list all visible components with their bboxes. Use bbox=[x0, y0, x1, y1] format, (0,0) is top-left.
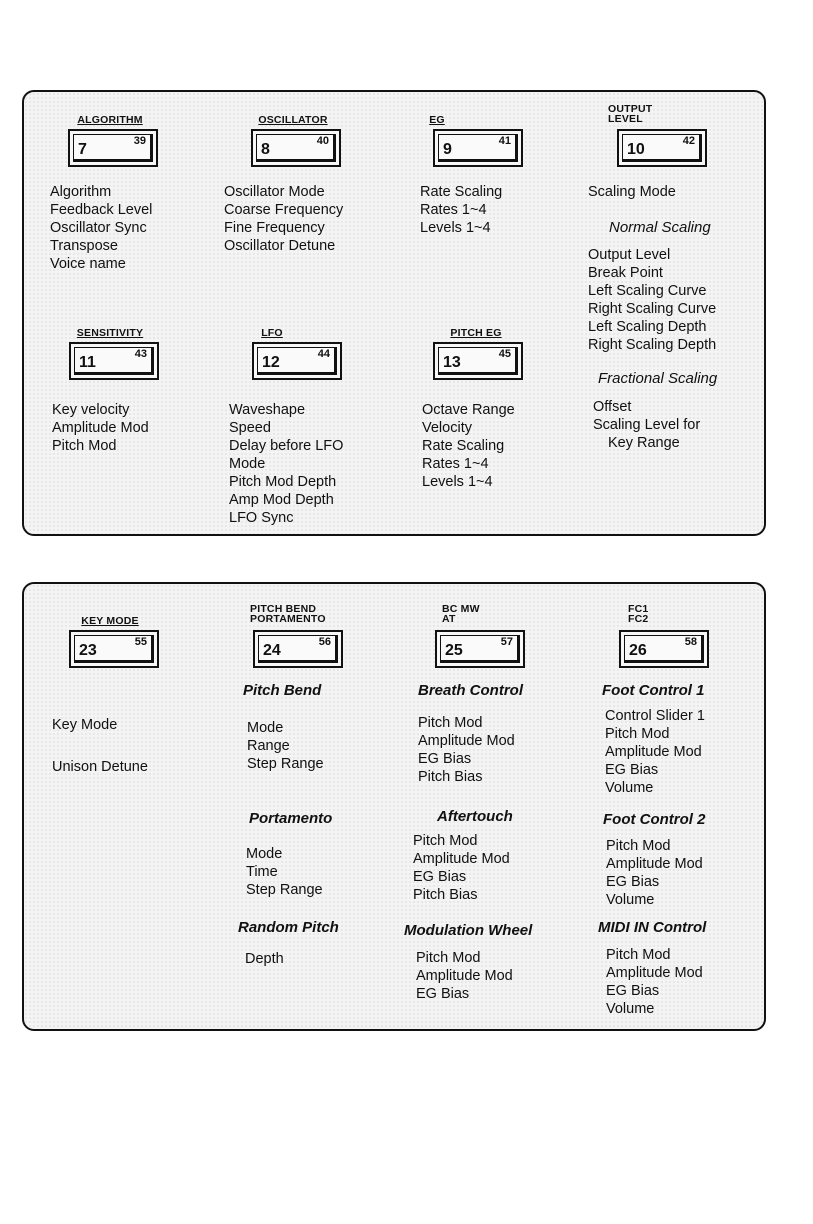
key-mode-key[interactable] bbox=[69, 630, 159, 668]
key-number: 24 bbox=[263, 642, 281, 659]
fc1-fc2-key-label: FC1 FC2 bbox=[628, 603, 649, 625]
list-item: Break Point bbox=[588, 265, 663, 281]
oscillator-parameter-list bbox=[224, 183, 343, 255]
random-pitch-parameter-list bbox=[245, 950, 284, 968]
list-item: Amp Mod Depth bbox=[229, 492, 334, 508]
key-midi-number: 55 bbox=[134, 636, 147, 648]
list-item: Voice name bbox=[50, 256, 126, 272]
list-item: Range bbox=[247, 738, 290, 754]
key-number: 13 bbox=[443, 354, 461, 371]
list-item: Octave Range bbox=[422, 402, 515, 418]
list-item: Rates 1~4 bbox=[420, 202, 487, 218]
list-item: Amplitude Mod bbox=[413, 851, 510, 867]
list-item: Amplitude Mod bbox=[606, 856, 703, 872]
list-item: Feedback Level bbox=[50, 202, 153, 218]
pitch-eg-parameter-list bbox=[422, 401, 515, 491]
list-item: Scaling Level for bbox=[593, 417, 701, 433]
breath-control-heading: Breath Control bbox=[418, 682, 523, 699]
key-midi-number: 45 bbox=[498, 348, 511, 360]
list-item: Pitch Bias bbox=[418, 769, 483, 785]
list-item: Levels 1~4 bbox=[420, 220, 491, 236]
algorithm-key[interactable] bbox=[68, 129, 158, 167]
output-level-key-label: OUTPUT LEVEL bbox=[608, 103, 653, 125]
list-item: Algorithm bbox=[50, 184, 112, 200]
list-item: Key Mode bbox=[52, 717, 118, 733]
list-item: LFO Sync bbox=[229, 510, 294, 526]
lfo-parameter-list bbox=[229, 401, 343, 527]
pitch-bend-portamento-key[interactable] bbox=[253, 630, 343, 668]
key-midi-number: 42 bbox=[682, 135, 695, 147]
list-item: Offset bbox=[593, 399, 632, 415]
fc1-fc2-key[interactable] bbox=[619, 630, 709, 668]
list-item: Pitch Mod bbox=[418, 715, 483, 731]
list-item: Volume bbox=[605, 780, 654, 796]
list-item: EG Bias bbox=[605, 762, 659, 778]
foot-control-2-heading: Foot Control 2 bbox=[603, 811, 706, 828]
list-item: Velocity bbox=[422, 420, 472, 436]
key-midi-number: 58 bbox=[684, 636, 697, 648]
key-number: 11 bbox=[79, 354, 96, 371]
list-item: Left Scaling Curve bbox=[588, 283, 707, 299]
modulation-wheel-heading: Modulation Wheel bbox=[404, 922, 533, 939]
key-midi-number: 41 bbox=[498, 135, 511, 147]
list-item: Rate Scaling bbox=[422, 438, 505, 454]
list-item: Amplitude Mod bbox=[418, 733, 515, 749]
lfo-key-label: LFO bbox=[261, 327, 283, 339]
bc-mw-at-key[interactable] bbox=[435, 630, 525, 668]
oscillator-key[interactable] bbox=[251, 129, 341, 167]
key-number: 9 bbox=[443, 141, 452, 158]
foot-control-2-parameter-list bbox=[606, 837, 703, 909]
list-item: Depth bbox=[245, 951, 284, 967]
list-item: EG Bias bbox=[413, 869, 467, 885]
output-level-parameter-list bbox=[588, 183, 676, 201]
random-pitch-heading: Random Pitch bbox=[238, 919, 339, 936]
eg-parameter-list bbox=[420, 183, 502, 237]
breath-control-parameter-list bbox=[418, 714, 515, 786]
output-level-key[interactable] bbox=[617, 129, 707, 167]
list-item: Pitch Mod bbox=[606, 947, 671, 963]
list-item: Step Range bbox=[247, 756, 324, 772]
list-item: Amplitude Mod bbox=[606, 965, 703, 981]
portamento-heading: Portamento bbox=[249, 810, 333, 827]
list-item: Levels 1~4 bbox=[422, 474, 493, 490]
pitch-eg-key-label: PITCH EG bbox=[450, 327, 502, 339]
list-item: Step Range bbox=[246, 882, 323, 898]
foot-control-1-heading: Foot Control 1 bbox=[602, 682, 705, 699]
sensitivity-key[interactable] bbox=[69, 342, 159, 380]
oscillator-key-label: OSCILLATOR bbox=[258, 114, 328, 126]
list-item: Coarse Frequency bbox=[224, 202, 344, 218]
list-item: Fine Frequency bbox=[224, 220, 325, 236]
key-midi-number: 40 bbox=[316, 135, 329, 147]
list-item: EG Bias bbox=[416, 986, 470, 1002]
list-item: Oscillator Mode bbox=[224, 184, 325, 200]
aftertouch-heading: Aftertouch bbox=[437, 808, 513, 825]
key-number: 25 bbox=[445, 642, 463, 659]
list-item: Output Level bbox=[588, 247, 671, 263]
eg-key-label: EG bbox=[429, 114, 445, 126]
key-midi-number: 57 bbox=[500, 636, 513, 648]
key-number: 12 bbox=[262, 354, 280, 371]
key-midi-number: 39 bbox=[133, 135, 146, 147]
key-midi-number: 43 bbox=[134, 348, 147, 360]
list-item: Mode bbox=[229, 456, 266, 472]
key-number: 10 bbox=[627, 141, 645, 158]
key-midi-number: 44 bbox=[317, 348, 330, 360]
pitch-eg-key[interactable] bbox=[433, 342, 523, 380]
normal-scaling-parameter-list bbox=[588, 246, 716, 354]
list-item: Oscillator Detune bbox=[224, 238, 336, 254]
pitch-bend-heading: Pitch Bend bbox=[243, 682, 322, 699]
fractional-scaling-heading: Fractional Scaling bbox=[598, 370, 718, 387]
list-item: Rate Scaling bbox=[420, 184, 503, 200]
list-item: Pitch Mod bbox=[52, 438, 117, 454]
list-item: Right Scaling Curve bbox=[588, 301, 717, 317]
list-item: EG Bias bbox=[418, 751, 472, 767]
modulation-wheel-parameter-list bbox=[416, 949, 513, 1003]
lfo-key[interactable] bbox=[252, 342, 342, 380]
voice-parameters-panel bbox=[22, 90, 766, 536]
bc-mw-at-key-label: BC MW AT bbox=[442, 603, 480, 625]
list-item: Oscillator Sync bbox=[50, 220, 147, 236]
pitch-bend-portamento-key-label: PITCH BEND PORTAMENTO bbox=[250, 603, 326, 625]
list-item: Amplitude Mod bbox=[416, 968, 513, 984]
list-item: Amplitude Mod bbox=[605, 744, 702, 760]
key-number: 7 bbox=[78, 141, 87, 158]
list-item: Unison Detune bbox=[52, 759, 148, 775]
performance-parameters-panel bbox=[22, 582, 766, 1031]
list-item: Pitch Mod bbox=[605, 726, 670, 742]
list-item: Volume bbox=[606, 1001, 655, 1017]
list-item: Pitch Mod bbox=[606, 838, 671, 854]
list-item: Time bbox=[246, 864, 278, 880]
list-item: Speed bbox=[229, 420, 271, 436]
list-item: EG Bias bbox=[606, 874, 660, 890]
list-item: Left Scaling Depth bbox=[588, 319, 707, 335]
key-mode-key-label: KEY MODE bbox=[81, 615, 139, 627]
list-item: Scaling Mode bbox=[588, 184, 676, 200]
algorithm-key-label: ALGORITHM bbox=[77, 114, 143, 126]
list-item: Amplitude Mod bbox=[52, 420, 149, 436]
key-number: 8 bbox=[261, 141, 270, 158]
algorithm-parameter-list bbox=[50, 183, 152, 273]
aftertouch-parameter-list bbox=[413, 832, 510, 904]
list-item: Pitch Mod bbox=[416, 950, 481, 966]
portamento-parameter-list bbox=[246, 845, 323, 899]
key-number: 23 bbox=[79, 642, 97, 659]
key-midi-number: 56 bbox=[318, 636, 331, 648]
fractional-scaling-parameter-list bbox=[593, 398, 700, 452]
list-item: Pitch Bias bbox=[413, 887, 478, 903]
list-item: Key Range bbox=[608, 435, 680, 451]
eg-key[interactable] bbox=[433, 129, 523, 167]
list-item: Transpose bbox=[50, 238, 118, 254]
list-item: Control Slider 1 bbox=[605, 708, 705, 724]
list-item: Rates 1~4 bbox=[422, 456, 489, 472]
key-number: 26 bbox=[629, 642, 647, 659]
list-item: Pitch Mod bbox=[413, 833, 478, 849]
list-item: Mode bbox=[247, 720, 284, 736]
list-item: Delay before LFO bbox=[229, 438, 344, 454]
list-item: Mode bbox=[246, 846, 283, 862]
list-item: Right Scaling Depth bbox=[588, 337, 717, 353]
list-item: EG Bias bbox=[606, 983, 660, 999]
sensitivity-parameter-list bbox=[52, 401, 149, 455]
list-item: Key velocity bbox=[52, 402, 130, 418]
sensitivity-key-label: SENSITIVITY bbox=[76, 327, 144, 339]
key-mode-parameter-list bbox=[52, 716, 148, 776]
list-item: Waveshape bbox=[229, 402, 306, 418]
foot-control-1-parameter-list bbox=[605, 707, 705, 797]
normal-scaling-heading: Normal Scaling bbox=[609, 219, 711, 236]
midi-in-control-heading: MIDI IN Control bbox=[598, 919, 707, 936]
pitch-bend-parameter-list bbox=[247, 719, 324, 773]
list-item: Pitch Mod Depth bbox=[229, 474, 337, 490]
midi-in-control-parameter-list bbox=[606, 946, 703, 1018]
list-item: Volume bbox=[606, 892, 655, 908]
